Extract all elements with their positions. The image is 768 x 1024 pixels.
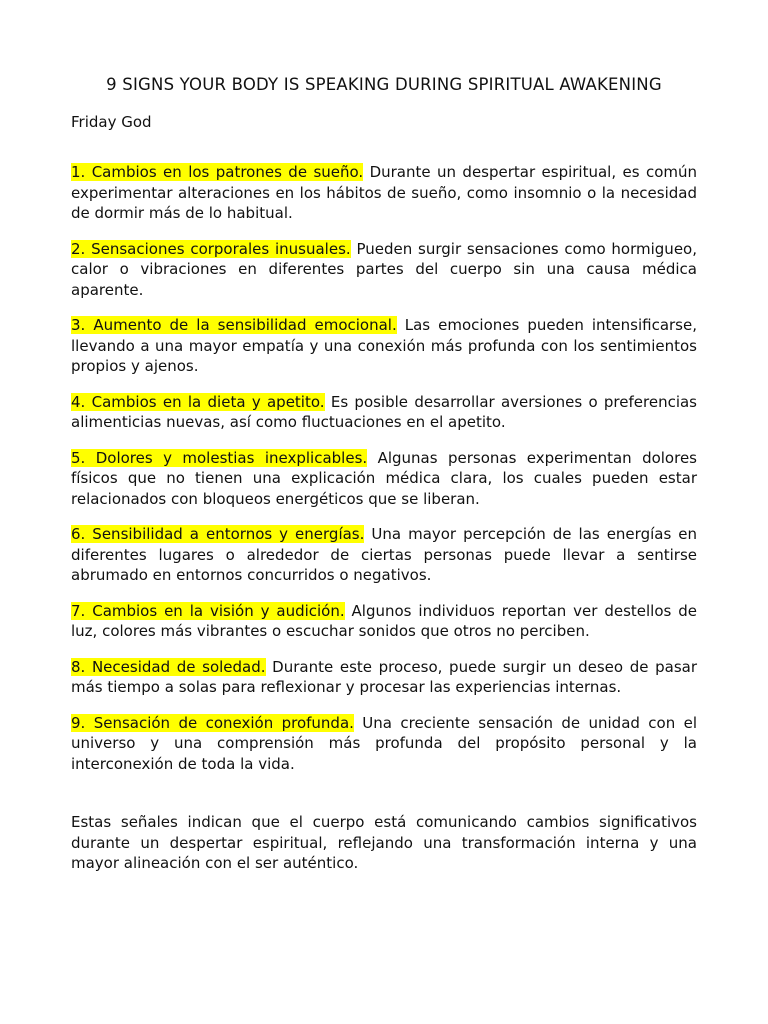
item-text: Algunas personas experimentan dolores físicos que no tienen una explicación médica clara, los cuales pueden estar relacionados con bloqueos energéticos que se liberan.: [71, 448, 697, 508]
item-heading: 9. Sensación de conexión profunda.: [71, 713, 354, 732]
list-item: [71, 601, 697, 642]
conclusion-paragraph: Estas señales indican que el cuerpo está comunicando cambios significativos durante un despertar espiritual, reflejando una transformación interna y una mayor alineación con el ser auténtico.: [71, 813, 697, 872]
item-text: Una creciente sensación de unidad con el universo y una comprensión más profunda del propósito personal y la interconexión de toda la vida.: [71, 713, 697, 773]
list-item: [71, 713, 697, 775]
list-item: [71, 315, 697, 377]
item-text: Una mayor percepción de las energías en diferentes lugares o alrededor de ciertas personas puede llevar a sentirse abrumado en entornos concurridos o negativos.: [71, 525, 697, 584]
author-name: Friday God: [71, 113, 152, 131]
list-item: [71, 657, 697, 698]
list-item: [71, 448, 697, 510]
item-text: Durante este proceso, puede surgir un deseo de pasar más tiempo a solas para reflexionar y procesar las experiencias internas.: [71, 657, 697, 696]
item-heading: 1. Cambios en los patrones de sueño.: [71, 163, 364, 181]
item-text: Algunos individuos reportan ver destellos de luz, colores más vibrantes o escuchar sonidos que otros no perciben.: [71, 601, 697, 640]
item-heading: 2. Sensaciones corporales inusuales.: [71, 239, 351, 258]
item-text: Durante un despertar espiritual, es común experimentar alteraciones en los hábitos de sueño, como insomnio o la necesidad de dormir más de lo habitual.: [71, 163, 697, 222]
item-heading: 8. Necesidad de soledad.: [71, 657, 266, 676]
list-item: [71, 524, 697, 586]
item-text: Las emociones pueden intensificarse, llevando a una mayor empatía y una conexión más profunda con los sentimientos propios y ajenos.: [71, 316, 697, 375]
item-heading: 5. Dolores y molestias inexplicables.: [71, 448, 368, 467]
document-title: 9 SIGNS YOUR BODY IS SPEAKING DURING SPIRITUAL AWAKENING: [106, 75, 662, 94]
document-page: [71, 74, 697, 889]
list-item: [71, 239, 697, 301]
list-item: [71, 162, 697, 224]
item-heading: 4. Cambios en la dieta y apetito.: [71, 392, 325, 411]
item-text: Es posible desarrollar aversiones o preferencias alimenticias nuevas, así como fluctuaciones en el apetito.: [71, 392, 697, 431]
list-item: [71, 392, 697, 433]
item-heading: 3. Aumento de la sensibilidad emocional.: [71, 316, 397, 334]
item-heading: 7. Cambios en la visión y audición.: [71, 601, 345, 620]
item-heading: 6. Sensibilidad a entornos y energías.: [71, 525, 365, 543]
item-text: Pueden surgir sensaciones como hormigueo, calor o vibraciones en diferentes partes del cuerpo sin una causa médica aparente.: [71, 239, 697, 299]
signs-list: [71, 162, 697, 774]
